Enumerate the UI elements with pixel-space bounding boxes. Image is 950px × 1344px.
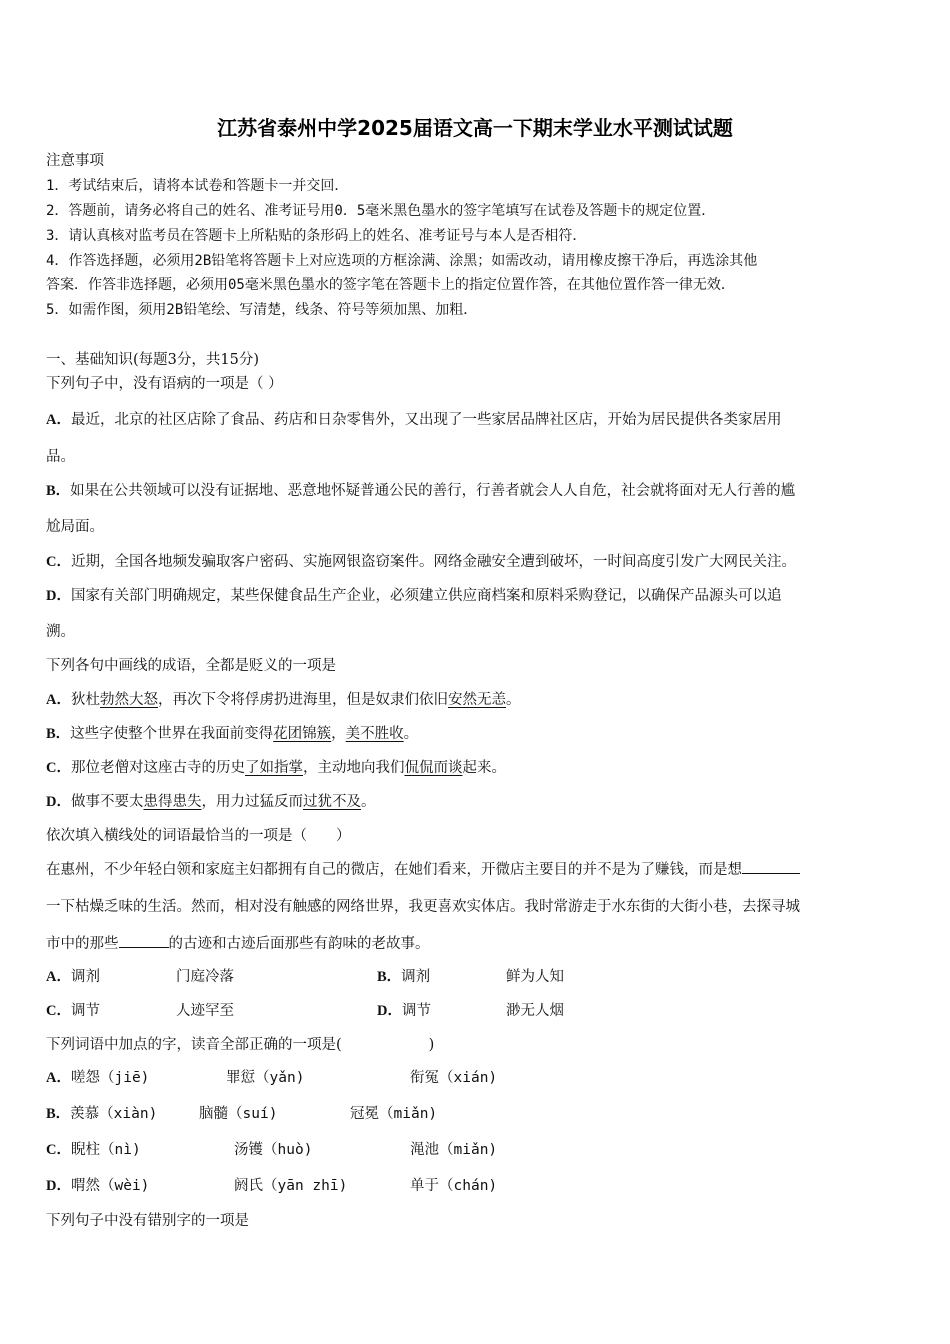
q4-option-a-item-3: 衔冤（xián) xyxy=(410,1070,498,1086)
option-text: ，主动地向我们 xyxy=(302,760,405,776)
underlined-idiom: 侃侃而谈 xyxy=(404,760,463,776)
passage-text: 市中的那些 xyxy=(46,936,119,952)
notice-heading: 注意事项 xyxy=(46,153,104,169)
q1-option-c xyxy=(46,552,796,572)
q4-option-d xyxy=(46,1176,149,1196)
option-word-1: 调节 xyxy=(70,1003,100,1019)
q4-stem: 下列词语中加点的字，读音全部正确的一项是( ) xyxy=(46,1037,435,1053)
notice-item-1: 1．考试结束后，请将本试卷和答题卡一并交回． xyxy=(46,178,349,194)
q2-option-d xyxy=(46,792,375,812)
underlined-idiom: 安然无恙 xyxy=(447,692,506,708)
option-text: 。 xyxy=(505,692,521,708)
option-label: B． xyxy=(46,726,71,742)
q5-stem: 下列句子中没有错别字的一项是 xyxy=(46,1213,249,1229)
option-label: A． xyxy=(46,692,71,708)
option-text: 如果在公共领域可以没有证据地、恶意地怀疑普通公民的善行，行善者就会人人自危，社会就将面对无人行善的尴 xyxy=(70,483,796,499)
q3-option-c-word-2: 人迹罕至 xyxy=(176,1003,234,1019)
option-text: 狄杜 xyxy=(70,692,100,708)
q3-passage-line-1 xyxy=(46,860,800,880)
option-label: A． xyxy=(46,1070,71,1086)
option-text: 近期，全国各地频发骗取客户密码、实施网银盗窃案件。网络金融安全遭到破坏，一时间高度引发广大网民关注。 xyxy=(70,554,796,570)
fill-blank-2 xyxy=(119,946,169,948)
option-text: 这些字使整个世界在我面前变得 xyxy=(70,726,274,742)
option-word-1: 调节 xyxy=(401,1003,431,1019)
option-label: A． xyxy=(46,412,71,428)
passage-text: 在惠州，不少年轻白领和家庭主妇都拥有自己的微店，在她们看来，开微店主要目的并不是为了赚钱，而是想 xyxy=(46,862,742,878)
q1-option-b xyxy=(46,481,795,501)
option-label: B． xyxy=(46,1106,71,1122)
notice-item-3: 3．请认真核对监考员在答题卡上所粘贴的条形码上的姓名、准考证号与本人是否相符． xyxy=(46,228,587,244)
notice-item-2: 2．答题前，请务必将自己的姓名、准考证号用0．5毫米黑色墨水的签字笔填写在试卷及答题卡的规定位置． xyxy=(46,203,716,219)
q3-option-c xyxy=(46,1001,100,1021)
q4-option-a xyxy=(46,1068,149,1088)
pinyin-item: 喟然（wèi) xyxy=(70,1178,150,1194)
option-text: 国家有关部门明确规定，某些保健食品生产企业，必须建立供应商档案和原料采购登记，以确保产品源头可以追 xyxy=(70,588,782,604)
underlined-idiom: 花团锦簇 xyxy=(273,726,332,742)
option-label: C． xyxy=(46,760,71,776)
q1-option-d-cont: 溯。 xyxy=(46,624,75,640)
q3-option-b-word-2: 鲜为人知 xyxy=(506,969,564,985)
q4-option-d-item-3: 单于（chán) xyxy=(410,1178,498,1194)
page-title: 江苏省泰州中学2025届语文高一下期末学业水平测试试题 xyxy=(217,116,733,140)
q4-option-d-item-2: 阏氏（yān zhī) xyxy=(234,1178,348,1194)
notice-item-4: 4．作答选择题，必须用2B铅笔将答题卡上对应选项的方框涂满、涂黑；如需改动，请用橡皮擦干净后，再选涂其他 xyxy=(46,253,758,269)
q3-option-a-word-2: 门庭冷落 xyxy=(176,969,234,985)
q4-option-c-item-3: 渑池（miǎn) xyxy=(410,1142,498,1158)
underlined-idiom: 了如指掌 xyxy=(244,760,303,776)
option-label: C． xyxy=(46,1003,71,1019)
option-label: D． xyxy=(46,794,71,810)
q3-option-d-word-2: 渺无人烟 xyxy=(506,1003,564,1019)
option-word-1: 调剂 xyxy=(70,969,100,985)
q2-option-c xyxy=(46,758,506,778)
option-text: 。 xyxy=(360,794,376,810)
option-text: 起来。 xyxy=(462,760,506,776)
passage-text: 的古迹和古迹后面那些有韵味的老故事。 xyxy=(168,936,430,952)
underlined-idiom: 美不胜收 xyxy=(345,726,404,742)
option-text: ， xyxy=(331,726,346,742)
q4-option-b-item-3: 冠冕（miǎn) xyxy=(350,1106,438,1122)
option-label: B． xyxy=(46,483,71,499)
q3-option-d xyxy=(377,1001,431,1021)
q4-option-a-item-2: 罪愆（yǎn) xyxy=(226,1070,305,1086)
underlined-idiom: 过犹不及 xyxy=(302,794,361,810)
q4-option-c xyxy=(46,1140,141,1160)
q3-option-a xyxy=(46,967,100,987)
option-text: 最近，北京的社区店除了食品、药店和日杂零售外，又出现了一些家居品牌社区店，开始为居民提供各类家居用 xyxy=(70,412,782,428)
q2-stem: 下列各句中画线的成语，全都是贬义的一项是 xyxy=(46,658,336,674)
q4-option-c-item-2: 汤镬（huò) xyxy=(234,1142,313,1158)
pinyin-item: 羡慕（xiàn) xyxy=(70,1106,158,1122)
q1-option-a-cont: 品。 xyxy=(46,449,75,465)
option-label: B． xyxy=(377,969,402,985)
fill-blank-1 xyxy=(742,872,800,874)
option-label: D． xyxy=(46,588,71,604)
q1-option-a xyxy=(46,410,781,430)
q4-option-b-item-2: 脑髓（suí) xyxy=(199,1106,278,1122)
notice-item-5: 5．如需作图，须用2B铅笔绘、写清楚，线条、符号等须加黑、加粗． xyxy=(46,302,478,318)
pinyin-item: 嗟怨（jiē) xyxy=(70,1070,150,1086)
option-label: A． xyxy=(46,969,71,985)
q4-option-b xyxy=(46,1104,157,1124)
q2-option-b xyxy=(46,724,418,744)
option-text: ，用力过猛反而 xyxy=(201,794,303,810)
option-text: 那位老僧对这座古寺的历史 xyxy=(70,760,245,776)
q2-option-a xyxy=(46,690,520,710)
notice-item-4-cont: 答案．作答非选择题，必须用05毫米黑色墨水的签字笔在答题卡上的指定位置作答，在其他位置作答一律无效． xyxy=(46,277,735,293)
pinyin-item: 睨柱（nì) xyxy=(70,1142,141,1158)
option-label: D． xyxy=(46,1178,71,1194)
q1-option-b-cont: 尬局面。 xyxy=(46,519,104,535)
underlined-idiom: 患得患失 xyxy=(143,794,202,810)
option-label: C． xyxy=(46,554,71,570)
option-label: C． xyxy=(46,1142,71,1158)
option-text: ，再次下令将俘虏扔进海里，但是奴隶们依旧 xyxy=(157,692,448,708)
q3-passage-line-3 xyxy=(46,934,430,954)
q3-option-b xyxy=(377,967,430,987)
q1-stem: 下列句子中，没有语病的一项是（ ） xyxy=(46,376,283,392)
q3-passage-line-2: 一下枯燥乏味的生活。然而，相对没有触感的网络世界，我更喜欢实体店。我时常游走于水东街的大街小巷，去探寻城 xyxy=(46,899,800,915)
q3-stem: 依次填入横线处的词语最恰当的一项是（ ） xyxy=(46,828,351,844)
option-word-1: 调剂 xyxy=(401,969,431,985)
section-heading: 一、基础知识(每题3分，共15分) xyxy=(46,352,259,368)
option-text: 。 xyxy=(403,726,419,742)
q1-option-d xyxy=(46,586,781,606)
underlined-idiom: 勃然大怒 xyxy=(99,692,158,708)
option-text: 做事不要太 xyxy=(70,794,144,810)
option-label: D． xyxy=(377,1003,402,1019)
